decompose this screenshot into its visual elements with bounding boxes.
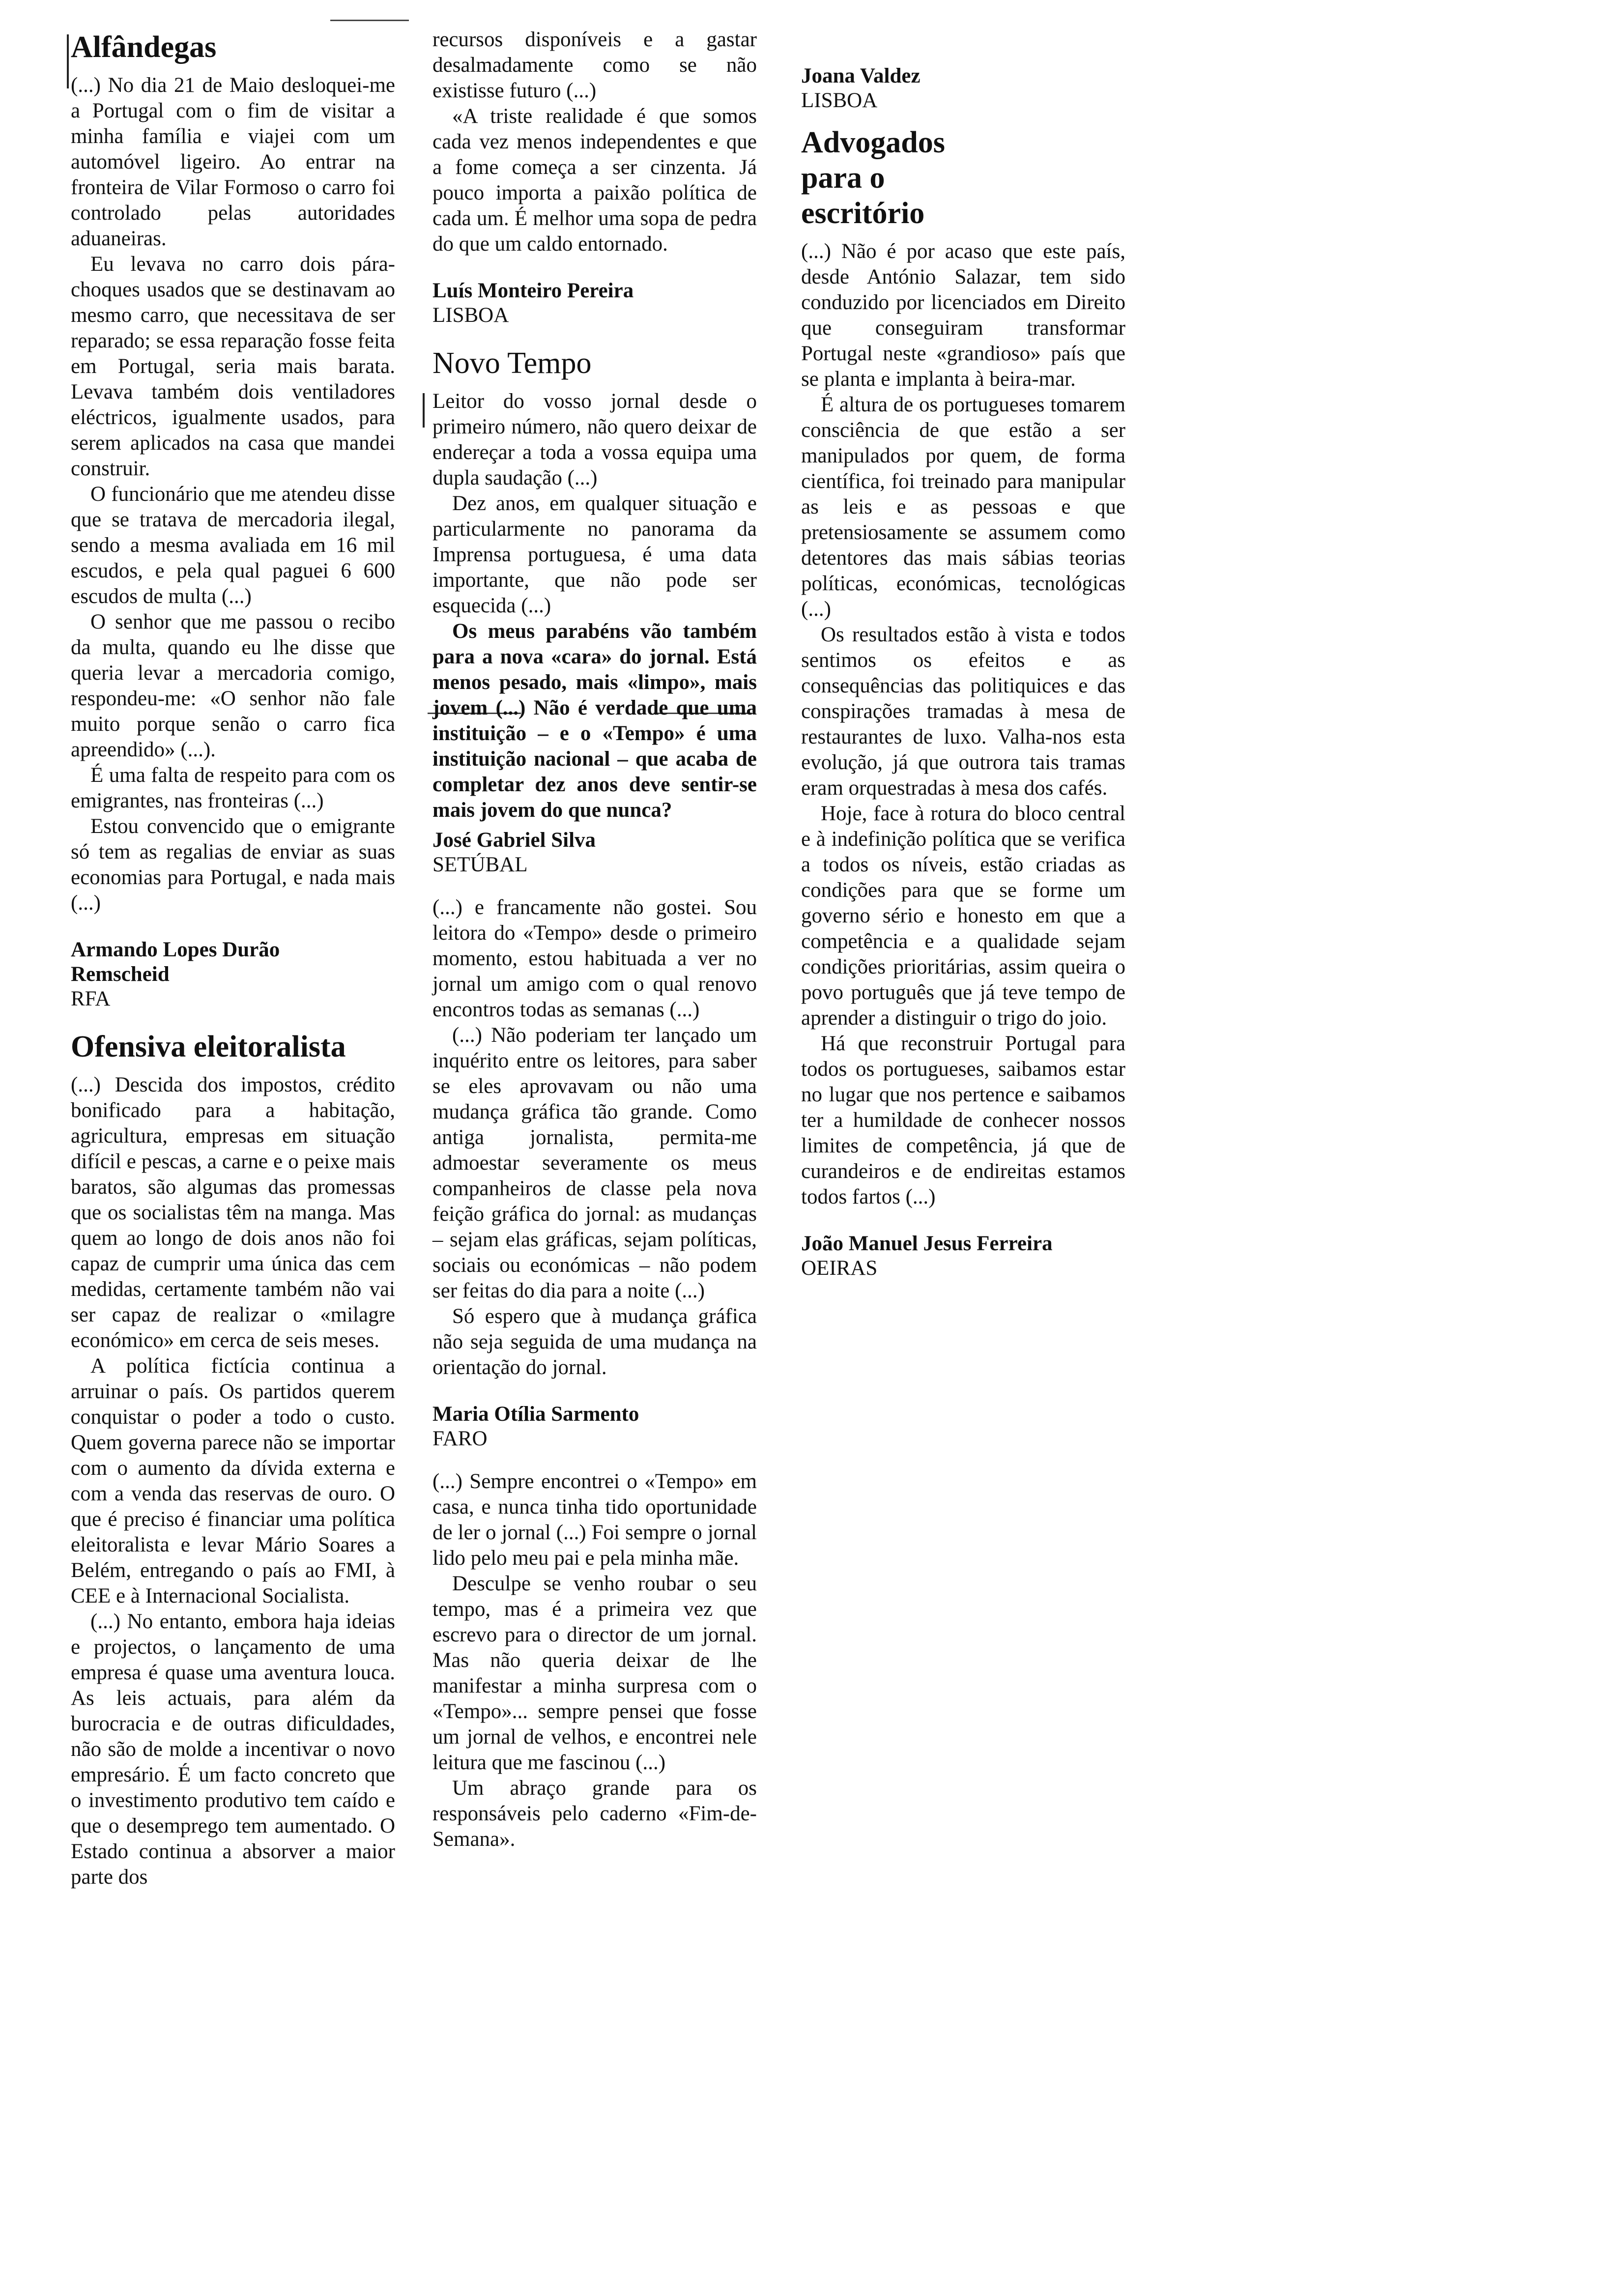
margin-bar	[423, 393, 425, 428]
signature	[432, 1402, 757, 1451]
paragraph: Um abraço grande para os responsáveis pelo caderno «Fim-de-Semana».	[432, 1777, 757, 1851]
paragraph: É altura de os portugueses tomarem consciência de que estão a ser manipulados por quem, de forma científica, foi treinado para manipular as leis e as pessoas e que pretensiosamente se assumem como detentores das mais sábias teorias políticas, económicas, tecnológicas (...)	[801, 393, 1125, 621]
paragraph: Só espero que à mudança gráfica não seja seguida de uma mudança na orientação do jornal.	[432, 1305, 757, 1379]
paragraph: (...) Sempre encontrei o «Tempo» em casa, e nunca tinha tido oportunidade de ler o jornal (...) Foi sempre o jornal lido pelo meu pai e pela minha mãe.	[432, 1470, 757, 1570]
headline-novo-tempo: Novo Tempo	[432, 346, 592, 380]
paragraph: Hoje, face à rotura do bloco central e à indefinição política que se verifica a todos os níveis, estão criadas as condições para que se forme um governo sério e honesto em que a competência e a qualidade sejam condições prioritárias, assim queira o povo português que já teve tempo de aprender a distinguir o trigo do joio.	[801, 802, 1125, 1030]
signature-name: Maria Otília Sarmento	[432, 1403, 639, 1426]
paragraph: (...) Descida dos impostos, crédito bonificado para a habitação, agricultura, empresas em situação difícil e pescas, a carne e o peixe mais baratos, são algumas das promessas que os socialistas têm na manga. Mas quem ao longo de dois anos não foi capaz de cumprir uma única das cem medidas, certamente também não vai ser capaz de realizar o «milagre económico» em cerca de seis meses.	[71, 1073, 395, 1352]
column-middle	[432, 27, 757, 1852]
paragraph: (...) e francamente não gostei. Sou leitora do «Tempo» desde o primeiro momento, estou habituada a ver no jornal um amigo com o qual renovo encontros todas as semanas (...)	[432, 896, 757, 1021]
paragraph: Eu levava no carro dois pára-choques usados que se destinavam ao mesmo carro, que necessitava de ser reparado; se essa reparação fosse feita em Portugal, seria mais barata. Levava também dois ventiladores eléctricos, igualmente usados, para serem aplicados na casa que mandei construir.	[71, 253, 395, 480]
paragraph: (...) Não poderiam ter lançado um inquérito entre os leitores, para saber se eles aprovavam ou não uma mudança gráfica tão grande. Como antiga jornalista, permita-me admoestar severamente os meus companheiros de classe pela nova feição gráfica do jornal: as mudanças – sejam elas gráficas, sejam políticas, sociais ou económicas – não podem ser feitas do dia para a noite (...)	[432, 1024, 757, 1302]
paragraph: «A triste realidade é que somos cada vez menos independentes e que a fome começa a ser cinzenta. Já pouco importa a paixão política de cada um. É melhor uma sopa de pedra do que um caldo entornado.	[432, 105, 757, 256]
column-right	[801, 59, 1125, 1298]
paragraph: É uma falta de respeito para com os emigrantes, nas fronteiras (...)	[71, 764, 395, 812]
signature-place: OEIRAS	[801, 1257, 878, 1280]
signature-name: Luís Monteiro Pereira	[432, 279, 634, 302]
signature-name: Joana Valdez	[801, 64, 921, 87]
paragraph: Leitor do vosso jornal desde o primeiro número, não quero deixar de endereçar a toda a vossa equipa uma dupla saudação (...)	[432, 390, 757, 489]
paragraph: A política fictícia continua a arruinar o país. Os partidos querem conquistar o poder a todo o custo. Quem governa parece não se importar com o aumento da dívida externa e com a venda das reservas de ouro. O que é preciso é financiar uma política eleitoralista e levar Mário Soares a Belém, entregando o país ao FMI, à CEE e à Internacional Socialista.	[71, 1354, 395, 1607]
paragraph: Há que reconstruir Portugal para todos os portugueses, saibamos estar no lugar que nos pertence e saibamos ter a humildade de conhecer nossos limites de competência, já que de curandeiros e de endireitas estamos todos fartos (...)	[801, 1032, 1125, 1208]
top-rule	[330, 20, 409, 21]
signature-place: SETÚBAL	[432, 853, 528, 876]
signature-city: Remscheid	[71, 963, 170, 986]
paragraph: O senhor que me passou o recibo da multa, quando eu lhe disse que queria levar a mercadoria comigo, respondeu-me: «O senhor não fale muito porque senão o carro fica apreendido» (...).	[71, 610, 395, 761]
paragraph: Desculpe se venho roubar o seu tempo, mas é a primeira vez que escrevo para o director de um jornal. Mas não queria deixar de lhe manifestar a minha surpresa com o «Tempo»... sempre pensei que fosse um jornal de velhos, e encontrei nele leitura que me fascinou (...)	[432, 1572, 757, 1774]
paragraph: O funcionário que me atendeu disse que se tratava de mercadoria ilegal, sendo a mesma avaliada em 16 mil escudos, e pela qual paguei 6 600 escudos de multa (...)	[71, 483, 395, 608]
paragraph: Os resultados estão à vista e todos sentimos os efeitos e as consequências das politiquices e das conspirações tramadas à mesa de restaurantes de luxo. Valha-nos esta evolução, já que outrora tais tramas eram orquestradas à mesa dos cafés.	[801, 623, 1125, 800]
signature	[801, 1232, 1125, 1281]
signature	[432, 828, 757, 877]
headline-ofensiva: Ofensiva eleitoralista	[71, 1030, 346, 1063]
signature-place: LISBOA	[432, 304, 509, 327]
paragraph: Dez anos, em qualquer situação e particularmente no panorama da Imprensa portuguesa, é uma data importante, que não pode ser esquecida (...)	[432, 492, 757, 617]
column-left	[71, 25, 395, 1890]
signature-place: RFA	[71, 987, 111, 1010]
headline-advogados: Advogados para o escritório	[801, 126, 945, 230]
paragraph: (...) No dia 21 de Maio desloquei-me a Portugal com o fim de visitar a minha família e viajei com um automóvel ligeiro. Ao entrar na fronteira de Vilar Formoso o carro foi controlado pelas autoridades aduaneiras.	[71, 74, 395, 250]
paragraph: Estou convencido que o emigrante só tem as regalias de enviar as suas economias para Portugal, e nada mais (...)	[71, 815, 395, 915]
paragraph: Os meus parabéns vão também para a nova «cara» do jornal. Está menos pesado, mais «limpo», mais jovem (...) Não é verdade que uma instituição – e o «Tempo» é uma instituição nacional – que acaba de completar dez anos deve sentir-se mais jovem do que nunca?	[432, 620, 757, 822]
signature-name: João Manuel Jesus Ferreira	[801, 1232, 1053, 1255]
signature-place: FARO	[432, 1427, 488, 1450]
paragraph: (...) No entanto, embora haja ideias e projectos, o lançamento de uma empresa é quase uma aventura louca. As leis actuais, para além da burocracia e de outras dificuldades, não são de molde a incentivar o novo empresário. É um facto concreto que o investimento produtivo tem caído e que o desemprego tem aumentado. O Estado continua a absorver a maior parte dos	[71, 1610, 395, 1889]
signature-place: LISBOA	[801, 89, 878, 112]
signature	[801, 64, 1125, 113]
signature	[432, 279, 757, 328]
signature	[71, 938, 395, 1011]
paragraph: (...) Não é por acaso que este país, desde António Salazar, tem sido conduzido por licenciados em Direito que conseguiram transformar Portugal neste «grandioso» país que se planta e implanta à beira-mar.	[801, 240, 1125, 391]
margin-bar	[67, 34, 69, 88]
headline-alfandegas: Alfândegas	[71, 30, 217, 64]
paragraph: recursos disponíveis e a gastar desalmadamente como se não existisse futuro (...)	[432, 28, 757, 102]
signature-name: José Gabriel Silva	[432, 829, 596, 852]
signature-name: Armando Lopes Durão	[71, 938, 280, 961]
